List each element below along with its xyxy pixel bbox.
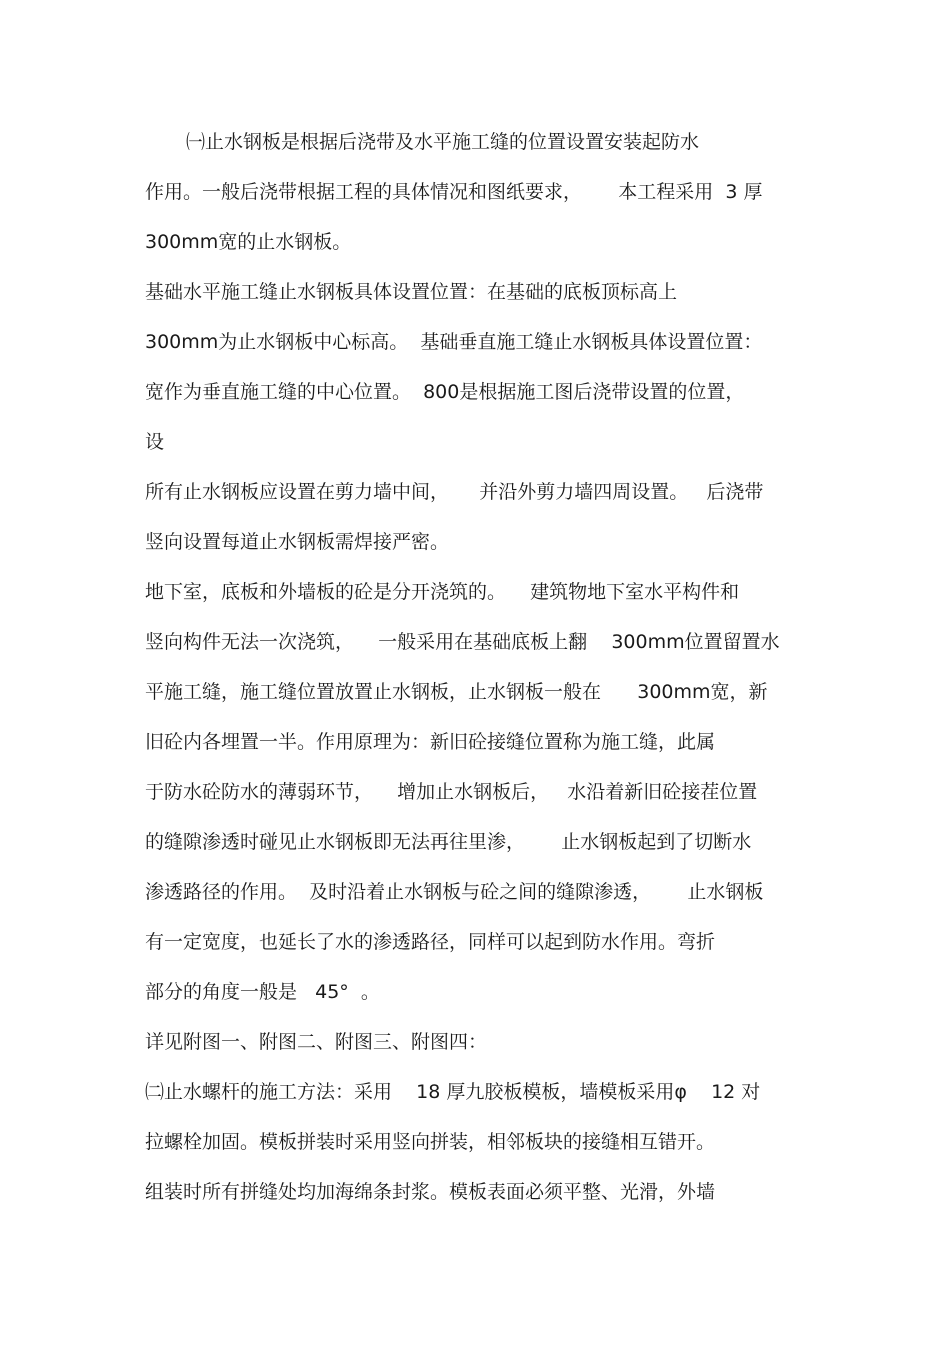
text-line-5: 300mm为止水钢板中心标高。 基础垂直施工缝止水钢板具体设置位置： — [145, 331, 763, 353]
text-line-11: 竖向构件无法一次浇筑， 一般采用在基础底板上翻 300mm位置留置水 — [145, 631, 780, 653]
text-line-18: 部分的角度一般是 45° 。 — [145, 981, 380, 1003]
text-line-13: 旧砼内各埋置一半。作用原理为：新旧砼接缝位置称为施工缝，此属 — [145, 731, 716, 753]
text-line-4: 基础水平施工缝止水钢板具体设置位置：在基础的底板顶标高上 — [145, 281, 678, 303]
text-line-2: 作用。一般后浇带根据工程的具体情况和图纸要求， 本工程采用 3 厚 — [145, 181, 763, 203]
text-line-21: 拉螺栓加固。模板拼装时采用竖向拼装，相邻板块的接缝相互错开。 — [145, 1131, 716, 1153]
text-line-16: 渗透路径的作用。 及时沿着止水钢板与砼之间的缝隙渗透， 止水钢板 — [145, 881, 764, 903]
text-line-8: 所有止水钢板应设置在剪力墙中间， 并沿外剪力墙四周设置。 后浇带 — [145, 481, 764, 503]
text-line-14: 于防水砼防水的薄弱环节， 增加止水钢板后， 水沿着新旧砼接茬位置 — [145, 781, 758, 803]
text-line-12: 平施工缝，施工缝位置放置止水钢板，止水钢板一般在 300mm宽，新 — [145, 681, 768, 703]
text-line-19: 详见附图一、附图二、附图三、附图四： — [145, 1031, 488, 1053]
text-line-22: 组装时所有拼缝处均加海绵条封浆。模板表面必须平整、光滑，外墙 — [145, 1181, 716, 1203]
text-line-3: 300mm宽的止水钢板。 — [145, 231, 352, 253]
text-line-7: 设 — [145, 431, 165, 453]
text-line-20: ㈡止水螺杆的施工方法：采用 18 厚九胶板模板，墙模板采用φ 12 对 — [145, 1081, 761, 1103]
text-line-15: 的缝隙渗透时碰见止水钢板即无法再往里渗， 止水钢板起到了切断水 — [145, 831, 752, 853]
text-line-1: ㈠止水钢板是根据后浇带及水平施工缝的位置设置安装起防水 — [186, 131, 700, 153]
text-line-17: 有一定宽度，也延长了水的渗透路径，同样可以起到防水作用。弯折 — [145, 931, 716, 953]
text-line-6: 宽作为垂直施工缝的中心位置。 800是根据施工图后浇带设置的位置， — [145, 381, 745, 403]
text-line-9: 竖向设置每道止水钢板需焊接严密。 — [145, 531, 450, 553]
text-line-10: 地下室，底板和外墙板的砼是分开浇筑的。 建筑物地下室水平构件和 — [145, 581, 740, 603]
